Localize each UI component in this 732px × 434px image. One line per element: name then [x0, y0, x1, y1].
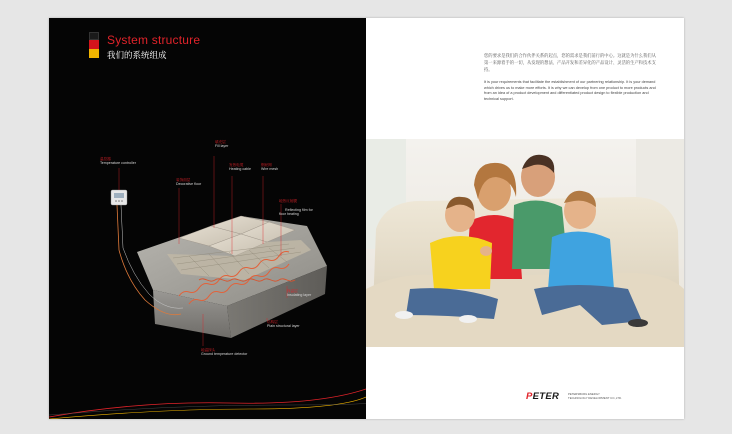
brand-logo: PETER [526, 391, 560, 402]
page-subtitle: 我们的系统组成 [107, 50, 167, 60]
label-insulating-layer: 保温层 Insulating layer [287, 289, 312, 298]
left-page [49, 18, 366, 419]
intro-paragraph-en: It is your requirements that facilitate the establishment of our partnering relationship. It is your demand which drives us to make more efforts. It is why we can develop from one product to more products and from an idea of a product development and differentiated product design to flexible production and technical support. [484, 80, 656, 101]
label-wire-mesh: 钢丝网 Wire mesh [261, 163, 279, 172]
label-decorative-floor: 装饰面层 Decorative floor [176, 178, 202, 187]
family-photo [366, 139, 684, 347]
decorative-wave [49, 379, 366, 419]
label-ground-temperature-detector: 地温探头 Ground temperature detector [201, 348, 248, 357]
intro-paragraph-cn: 您的要求是我们的合作伙伴关系的起点，您的需求是我们前行的中心。这就是为什么我们从第一来源着手的一切，从发现的想法、产品开发和差异化的产品设计、灵活的生产和技术支持。 [484, 53, 656, 72]
right-page [366, 18, 684, 419]
brochure-spread [49, 18, 684, 419]
page-title: System structure [107, 33, 201, 47]
label-reflecting-film: 地热反射膜 Reflecting film for floor heating [279, 198, 313, 217]
floor-heating-diagram [49, 18, 366, 419]
brand-subtitle: PETERSBURG ENERGY TECHNOLOGY DEVELOPMENT CO.,LTD. [568, 392, 622, 400]
label-plain-structural-layer: 结构层 Plain structural layer [267, 320, 300, 329]
label-fill-layer: 填充层 Fill layer [215, 140, 229, 149]
label-heating-cable: 发热电缆 Heating cable [229, 163, 251, 172]
label-temperature-controller: 温控器 Temperature controller [100, 157, 136, 166]
